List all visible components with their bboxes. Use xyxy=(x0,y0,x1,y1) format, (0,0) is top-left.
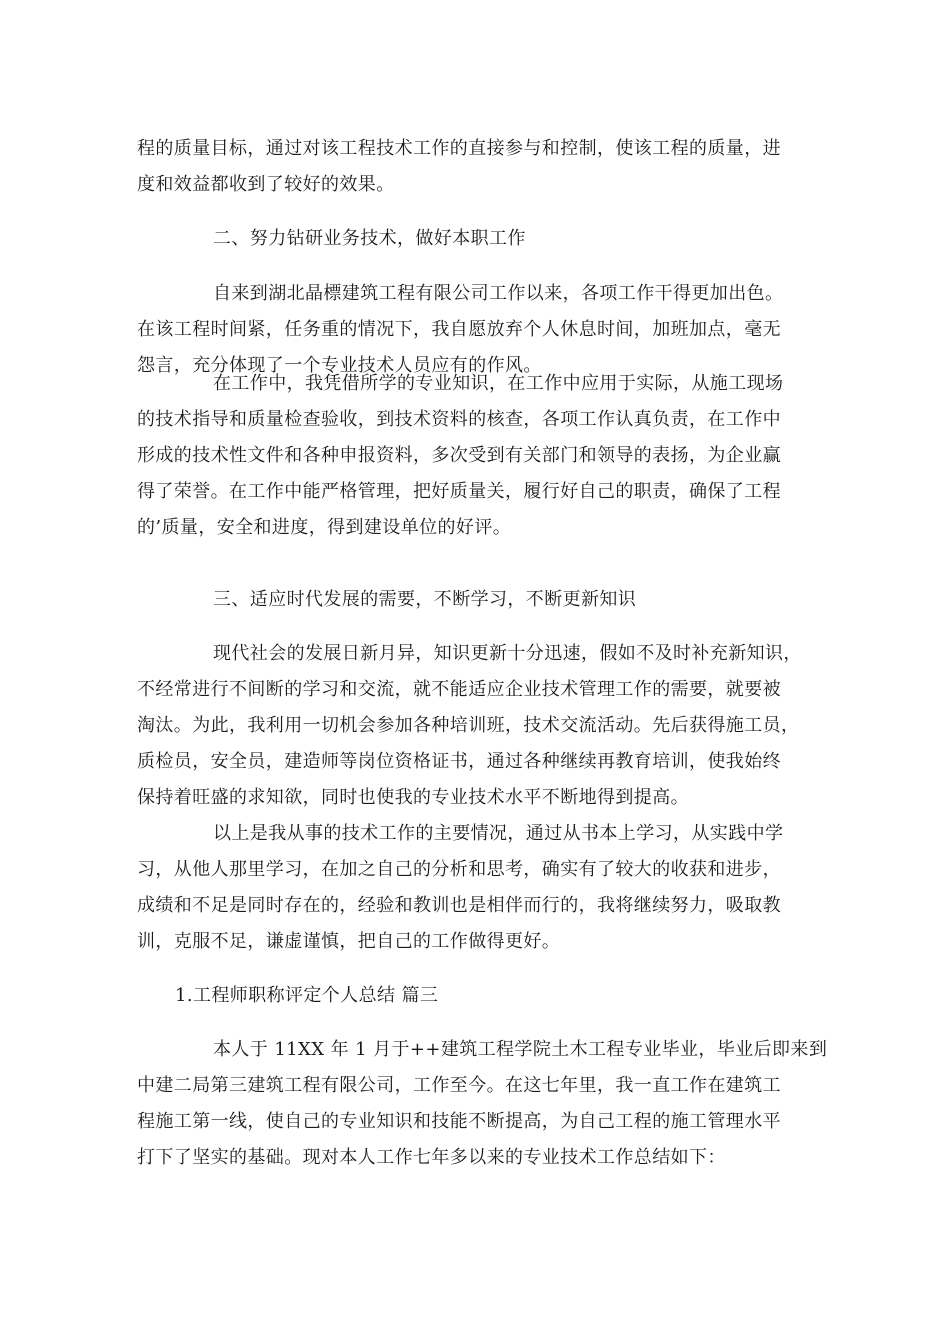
text-line: 习，从他人那里学习，在加之自己的分析和思考，确实有了较大的收获和进步， xyxy=(137,859,781,880)
text-line: 现代社会的发展日新月异，知识更新十分迅速，假如不及时补充新知识， xyxy=(213,643,802,664)
text-line: 的技术指导和质量检查验收，到技术资料的核查，各项工作认真负责，在工作中 xyxy=(137,409,781,430)
text-line: 淘汰。为此，我利用一切机会参加各种培训班，技术交流活动。先后获得施工员， xyxy=(137,715,800,736)
text-line: 不经常进行不间断的学习和交流，就不能适应企业技术管理工作的需要，就要被 xyxy=(137,679,781,700)
text-line: 在工作中，我凭借所学的专业知识，在工作中应用于实际，从施工现场 xyxy=(213,373,784,394)
section-heading-3 xyxy=(137,582,817,618)
text-line: 形成的技术性文件和各种申报资料，多次受到有关部门和领导的表扬，为企业赢 xyxy=(137,445,781,466)
text-line: 质检员，安全员，建造师等岗位资格证书，通过各种继续再教育培训，使我始终 xyxy=(137,751,781,772)
text-line: 保持着旺盛的求知欲，同时也使我的专业技术水平不断地得到提高。 xyxy=(137,787,689,808)
paragraph-modern-society xyxy=(137,636,817,816)
paragraph-self-intro xyxy=(137,1032,828,1176)
text-line: 中建二局第三建筑工程有限公司，工作至今。在这七年里，我一直工作在建筑工 xyxy=(137,1075,781,1096)
text-line: 在该工程时间紧，任务重的情况下，我自愿放弃个人休息时间，加班加点，毫无 xyxy=(137,319,781,340)
text-line: 自来到湖北晶標建筑工程有限公司工作以来，各项工作干得更加出色。 xyxy=(213,283,784,304)
text-line: 成绩和不足是同时存在的，经验和教训也是相伴而行的，我将继续努力，吸取教 xyxy=(137,895,781,916)
section-heading-2 xyxy=(137,221,817,257)
text-line: 训，克服不足，谦虚谨慎，把自己的工作做得更好。 xyxy=(137,931,561,952)
text-line: 度和效益都收到了较好的效果。 xyxy=(137,174,395,195)
text-line: 得了荣誉。在工作中能严格管理，把好质量关，履行好自己的职责，确保了工程 xyxy=(137,481,781,502)
paragraph-continuation xyxy=(137,131,817,203)
text-line: 打下了坚实的基础。现对本人工作七年多以来的专业技术工作总结如下： xyxy=(137,1147,726,1168)
paragraph-summary xyxy=(137,816,817,960)
heading-text: 三、适应时代发展的需要，不断学习，不断更新知识 xyxy=(213,589,637,610)
text-line: 怨言，充分体现了一个专业技术人员应有的作风。 xyxy=(137,355,542,376)
paragraph-at-work xyxy=(137,366,817,546)
text-line: 程施工第一线，使自己的专业知识和技能不断提高，为自己工程的施工管理水平 xyxy=(137,1111,781,1132)
item-heading-1 xyxy=(137,978,817,1014)
heading-text: 1.工程师职称评定个人总结 篇三 xyxy=(175,985,439,1006)
text-line: 的’质量，安全和进度，得到建设单位的好评。 xyxy=(137,517,512,538)
heading-text: 二、努力钻研业务技术，做好本职工作 xyxy=(213,228,526,249)
text-line: 程的质量目标，通过对该工程技术工作的直接参与和控制，使该工程的质量，进 xyxy=(137,138,781,159)
text-line: 本人于 11XX 年 1 月于++建筑工程学院土木工程专业毕业，毕业后即来到 xyxy=(213,1039,828,1060)
text-line: 以上是我从事的技术工作的主要情况，通过从书本上学习，从实践中学 xyxy=(213,823,784,844)
